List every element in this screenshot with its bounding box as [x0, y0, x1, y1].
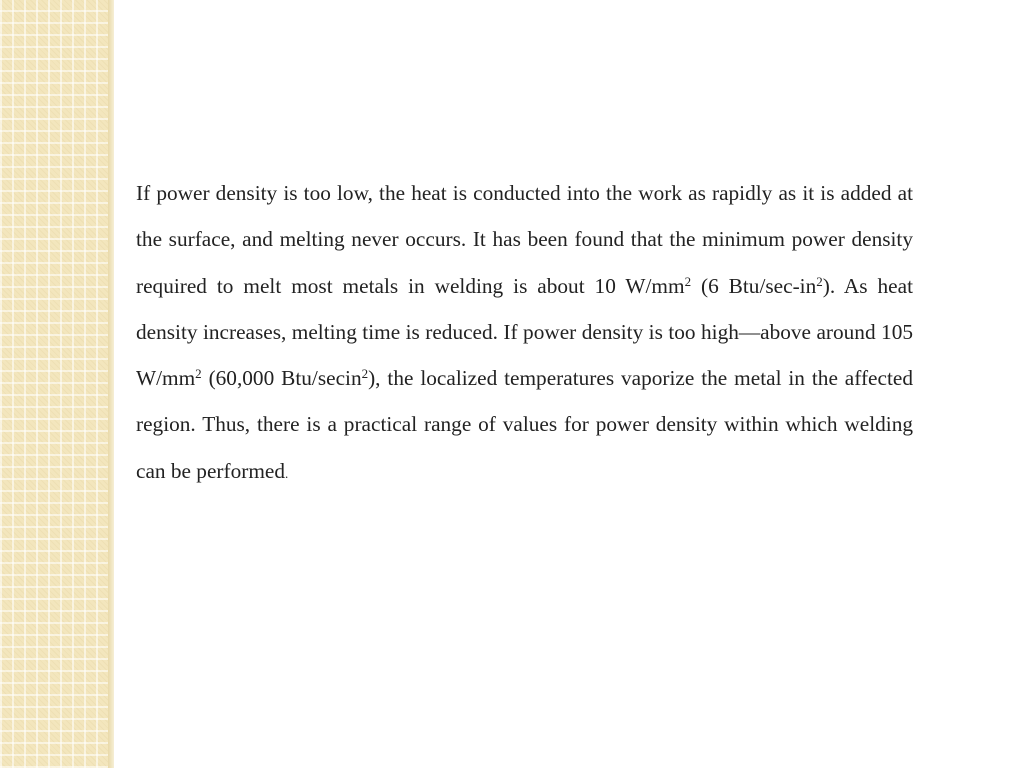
- paragraph-text-3: ). As heat density increases, melting time is reduced. If power density is too high—above around 105 W/mm: [136, 273, 913, 391]
- superscript-1: 2: [684, 273, 692, 289]
- body-paragraph: [136, 170, 913, 497]
- superscript-4: 2: [361, 366, 369, 382]
- paragraph-end-period: .: [285, 465, 289, 481]
- paragraph-text-1: If power density is too low, the heat is conducted into the work as rapidly as it is added at the surface, and melting never occurs. It has been found that the minimum power density required to melt most metals in welding is about 10 W/mm: [136, 181, 913, 298]
- superscript-3: 2: [195, 366, 202, 382]
- side-panel-edge: [108, 0, 114, 768]
- superscript-2: 2: [816, 273, 823, 289]
- paragraph-text-2: (6 Btu/sec-in: [691, 273, 817, 298]
- decorative-side-panel: [0, 0, 114, 768]
- paragraph-text-4: (60,000 Btu/secin: [201, 366, 362, 391]
- paragraph-text-5: ), the localized temperatures vaporize the metal in the affected region. Thus, there is a practical range of values for power density within which welding can be performed: [136, 366, 913, 483]
